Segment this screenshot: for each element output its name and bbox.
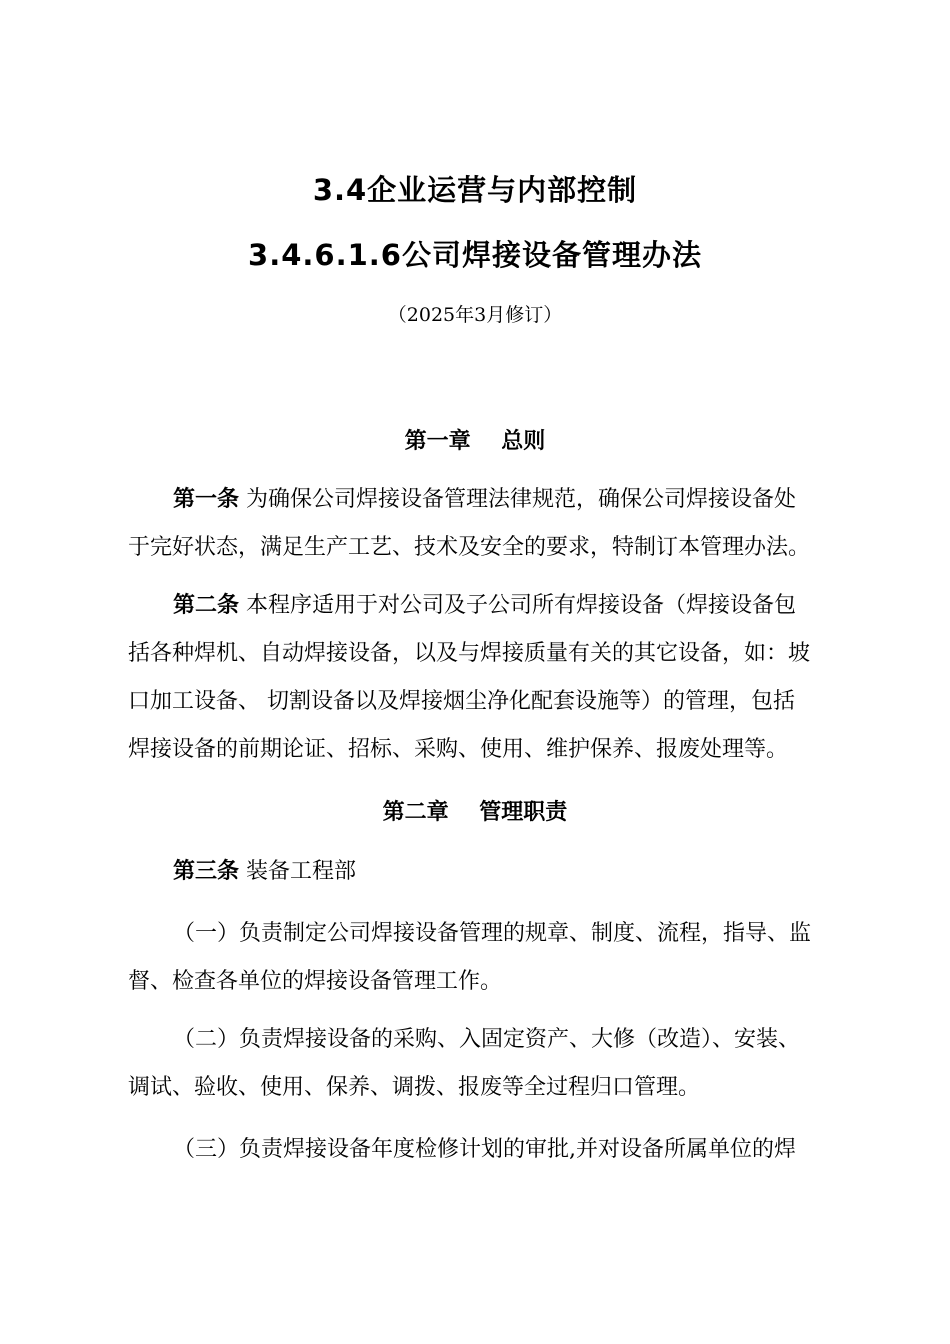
article-3-label: 第三条 xyxy=(173,859,240,884)
article-2-line-1 xyxy=(128,582,825,630)
article-3-line-1 xyxy=(128,848,825,896)
article-1 xyxy=(128,476,825,572)
document-title-line-1: 3.4企业运营与内部控制 xyxy=(312,173,638,207)
article-1-line-2: 于完好状态，满足生产工艺、技术及安全的要求，特制订本管理办法。 xyxy=(128,535,811,560)
article-3 xyxy=(128,848,825,896)
item-2 xyxy=(128,1016,825,1112)
article-1-label: 第一条 xyxy=(173,487,240,512)
item-2-line-1: （二）负责焊接设备的采购、入固定资产、大修（改造）、安装、 xyxy=(173,1027,801,1052)
revision-note: （2025年3月修订） xyxy=(387,304,563,326)
article-1-text: 为确保公司焊接设备管理法律规范，确保公司焊接设备处 xyxy=(239,487,797,512)
chapter-2-heading: 第二章 管理职责 xyxy=(382,800,568,825)
item-3-line-1: （三）负责焊接设备年度检修计划的审批,并对设备所属单位的焊 xyxy=(173,1137,796,1162)
item-2-line-2: 调试、验收、使用、保养、调拨、报废等全过程归口管理。 xyxy=(128,1075,701,1100)
item-1 xyxy=(128,910,825,1006)
article-1-line-1 xyxy=(128,476,825,524)
article-2 xyxy=(128,582,825,774)
chapter-1-heading: 第一章 总则 xyxy=(404,429,546,454)
item-1-line-1: （一）负责制定公司焊接设备管理的规章、制度、流程，指导、监 xyxy=(173,921,812,946)
item-1-line-2: 督、检查各单位的焊接设备管理工作。 xyxy=(128,969,503,994)
item-3 xyxy=(128,1126,825,1174)
document-title-line-2: 3.4.6.1.6公司焊接设备管理办法 xyxy=(248,238,702,272)
article-2-label: 第二条 xyxy=(173,593,240,618)
article-2-text: 本程序适用于对公司及子公司所有焊接设备（焊接设备包 xyxy=(239,593,797,618)
article-2-line-3: 口加工设备、 切割设备以及焊接烟尘净化配套设施等）的管理，包括 xyxy=(128,689,795,714)
article-2-line-4: 焊接设备的前期论证、招标、采购、使用、维护保养、报废处理等。 xyxy=(128,737,789,762)
article-2-line-2: 括各种焊机、自动焊接设备，以及与焊接质量有关的其它设备，如：坡 xyxy=(128,641,811,666)
article-3-text: 装备工程部 xyxy=(239,859,357,884)
